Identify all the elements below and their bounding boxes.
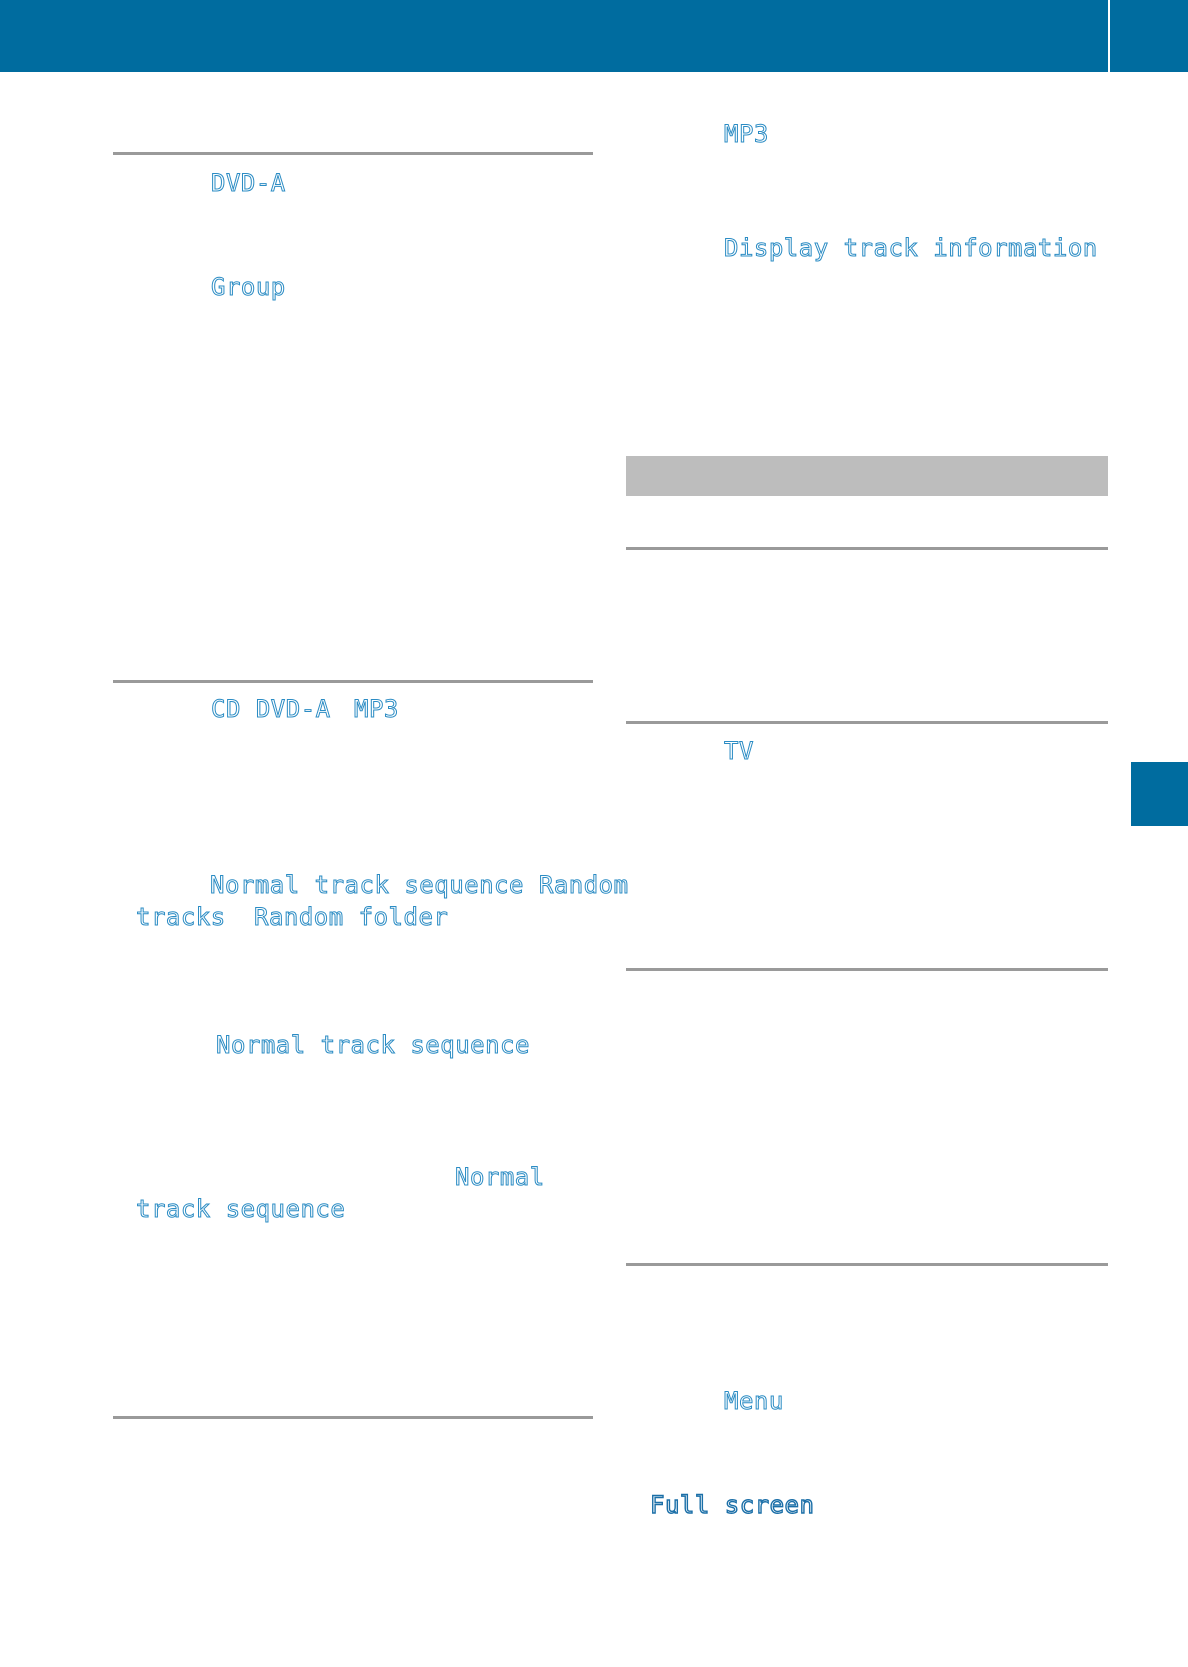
section-divider (113, 1416, 593, 1419)
display-term-display-track-information: Display track information (724, 234, 1098, 262)
display-term-group: Group (211, 273, 286, 301)
page-header-bar (0, 0, 1108, 72)
section-divider (626, 547, 1108, 550)
display-term-normal-track-sequence: Normal track sequence (216, 1031, 530, 1059)
display-term-normal: Normal (455, 1163, 545, 1191)
display-term-menu: Menu (724, 1387, 784, 1415)
section-divider (626, 1263, 1108, 1266)
display-term-tracks: tracks (136, 903, 226, 931)
section-divider (113, 152, 593, 155)
display-term-mp3: MP3 (354, 695, 399, 723)
chapter-side-tab (1131, 762, 1188, 826)
display-term-dvd-a: DVD-A (211, 169, 286, 197)
display-term-full-screen: Full screen (650, 1491, 815, 1519)
section-divider (626, 968, 1108, 971)
section-divider (113, 680, 593, 683)
display-term-mp3-right: MP3 (724, 120, 769, 148)
display-term-tv: TV (724, 737, 754, 765)
page-header-tab (1110, 0, 1188, 72)
display-term-random-folder: Random folder (254, 903, 449, 931)
section-divider (626, 721, 1108, 724)
section-heading-band (626, 456, 1108, 496)
display-term-normal-track-sequence-random: Normal track sequence Random (210, 871, 629, 899)
display-term-cd-dvd-a: CD DVD-A (211, 695, 331, 723)
display-term-track-sequence: track sequence (136, 1195, 346, 1223)
